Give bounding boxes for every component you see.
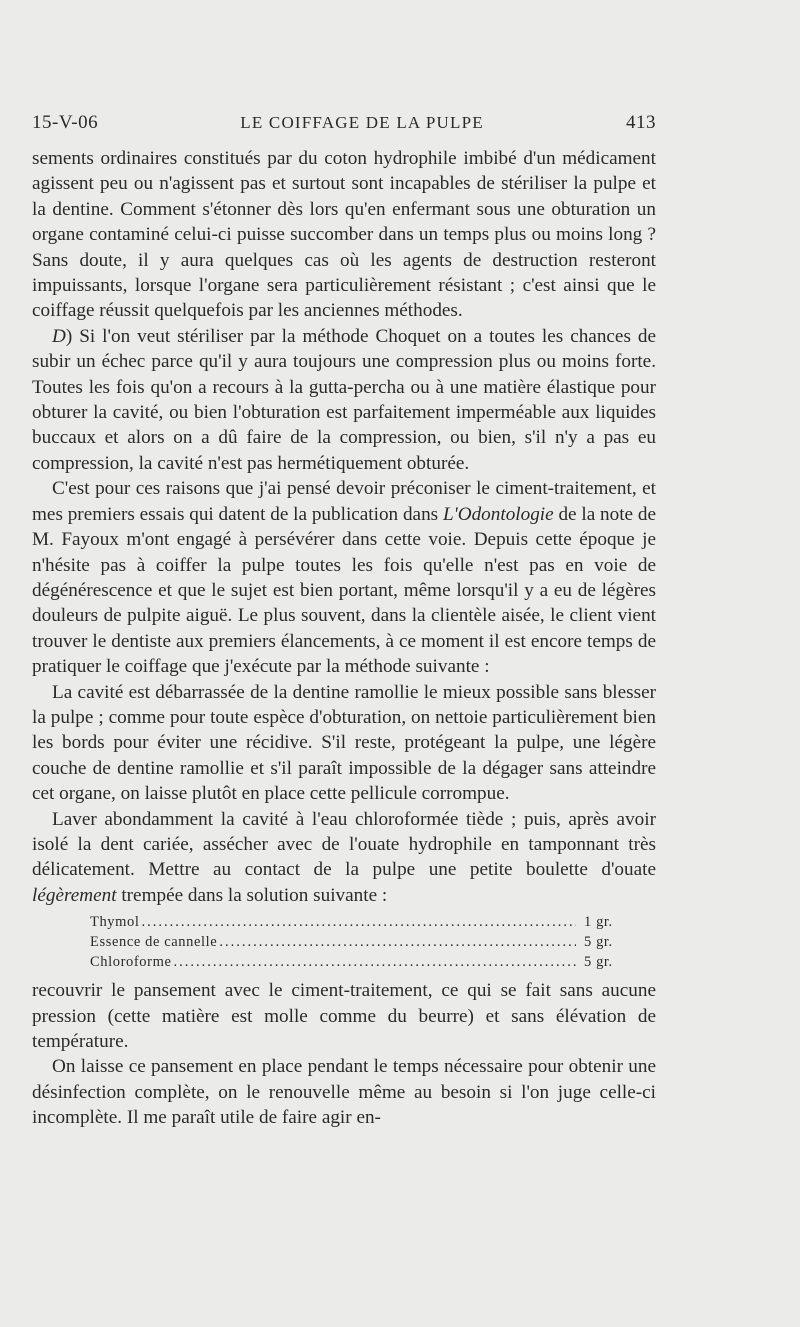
recipe-row [90,912,640,932]
italic-text: légèrement [32,884,117,906]
paragraph-text: C'est pour ces raisons que j'ai pensé devoir préconiser le ciment-traitement, et mes premiers essais qui datent de la publication dans [32,478,656,525]
paragraphs-before-recipe [32,146,656,908]
dot-leader [174,952,576,972]
paragraph-text: On laisse ce pansement en place pendant le temps nécessaire pour obtenir une désinfection complète, on le renouvelle même au besoin si l'on juge celle-ci incomplète. Il me paraît utile de faire agir en- [32,1056,656,1129]
italic-text: D [52,325,66,347]
paragraph-text: ) Si l'on veut stériliser par la méthode Choquet on a toutes les chances de subir un échec parce qu'il y aura toujours une compression plus ou moins forte. Toutes les fois qu'on a recours à la gutta-percha ou à une matière élastique pour obturer la cavité, ou bien l'obturation est parfaitement imperméable aux liquides buccaux et alors on a dû faire de la compression, ou bien, s'il n'y a pas eu compression, la cavité n'est pas hermétiquement obturée. [32,325,656,474]
ingredient-name: Chloroforme [90,954,172,971]
dot-leader [142,912,576,932]
recipe-row [90,952,640,972]
recipe-list [90,912,640,972]
page-number: 413 [626,112,656,133]
recipe-row [90,932,640,952]
paragraph-text: recouvrir le pansement avec le ciment-traitement, ce qui se fait sans aucune pression (cette matière est molle comme du beurre) et sans élévation de température. [32,980,656,1052]
paragraph [32,807,656,909]
ingredient-name: Thymol [90,914,140,931]
ingredient-quantity: 1 gr. [584,914,613,931]
header-date: 15-V-06 [32,112,99,133]
paragraph-text: sements ordinaires constitués par du coton hydrophile imbibé d'un médicament agissent peu ou n'agissent pas et surtout sont incapables de stériliser la pulpe et la dentine. Comment s'étonner dès lors qu'en enfermant sous une obturation un organe contaminé celui-ci puisse succomber dans un temps plus ou moins long ? Sans doute, il y aura quelques cas où les agents de destruction resteront impuissants, lorsque l'organe sera particulièrement résistant ; c'est ainsi que le coiffage réussit quelquefois par les anciennes méthodes. [32,148,656,322]
paragraph [32,680,656,807]
paragraph [32,1054,656,1130]
ingredient-quantity: 5 gr. [584,954,613,971]
book-page [32,112,656,1131]
paragraph [32,324,656,476]
paragraph [32,146,656,324]
paragraph-text: La cavité est débarrassée de la dentine ramollie le mieux possible sans blesser la pulpe ; comme pour toute espèce d'obturation, on nettoie particulièrement bien les bords pour éviter une récidive. S'il reste, protégeant la pulpe, une légère couche de dentine ramollie et s'il paraît impossible de la dégager sans atteindre cet organe, on laisse plutôt en place cette pellicule corrompue. [32,681,656,805]
ingredient-name: Essence de cannelle [90,934,218,951]
paragraph-text: de la note de M. Fayoux m'ont engagé à persévérer dans cette voie. Depuis cette époque je n'hésite pas à coiffer la pulpe toutes les fois qu'elle n'est pas en voie de dégénérescence et que le sujet est bien portant, même lorsqu'il y a eu de légères douleurs de pulpite aiguë. Le plus souvent, dans la clientèle aisée, le client vient trouver le dentiste aux premiers élancements, à ce moment il est encore temps de pratiquer le coiffage que j'exécute par la méthode suivante : [32,503,656,678]
italic-text: L'Odontologie [442,503,554,525]
header-title: LE COIFFAGE DE LA PULPE [240,113,484,132]
ingredient-quantity: 5 gr. [584,934,613,951]
paragraph [32,978,656,1054]
dot-leader [219,932,576,952]
paragraphs-after-recipe [32,978,656,1130]
paragraph [32,476,656,679]
body-text [32,146,656,1131]
paragraph-text: trempée dans la solution suivante : [116,884,388,906]
running-head [32,112,656,146]
paragraph-text: Laver abondamment la cavité à l'eau chloroformée tiède ; puis, après avoir isolé la dent cariée, assécher avec de l'ouate hydrophile en tamponnant très délicatement. Mettre au contact de la pulpe une petite boulette d'ouate [32,808,656,881]
